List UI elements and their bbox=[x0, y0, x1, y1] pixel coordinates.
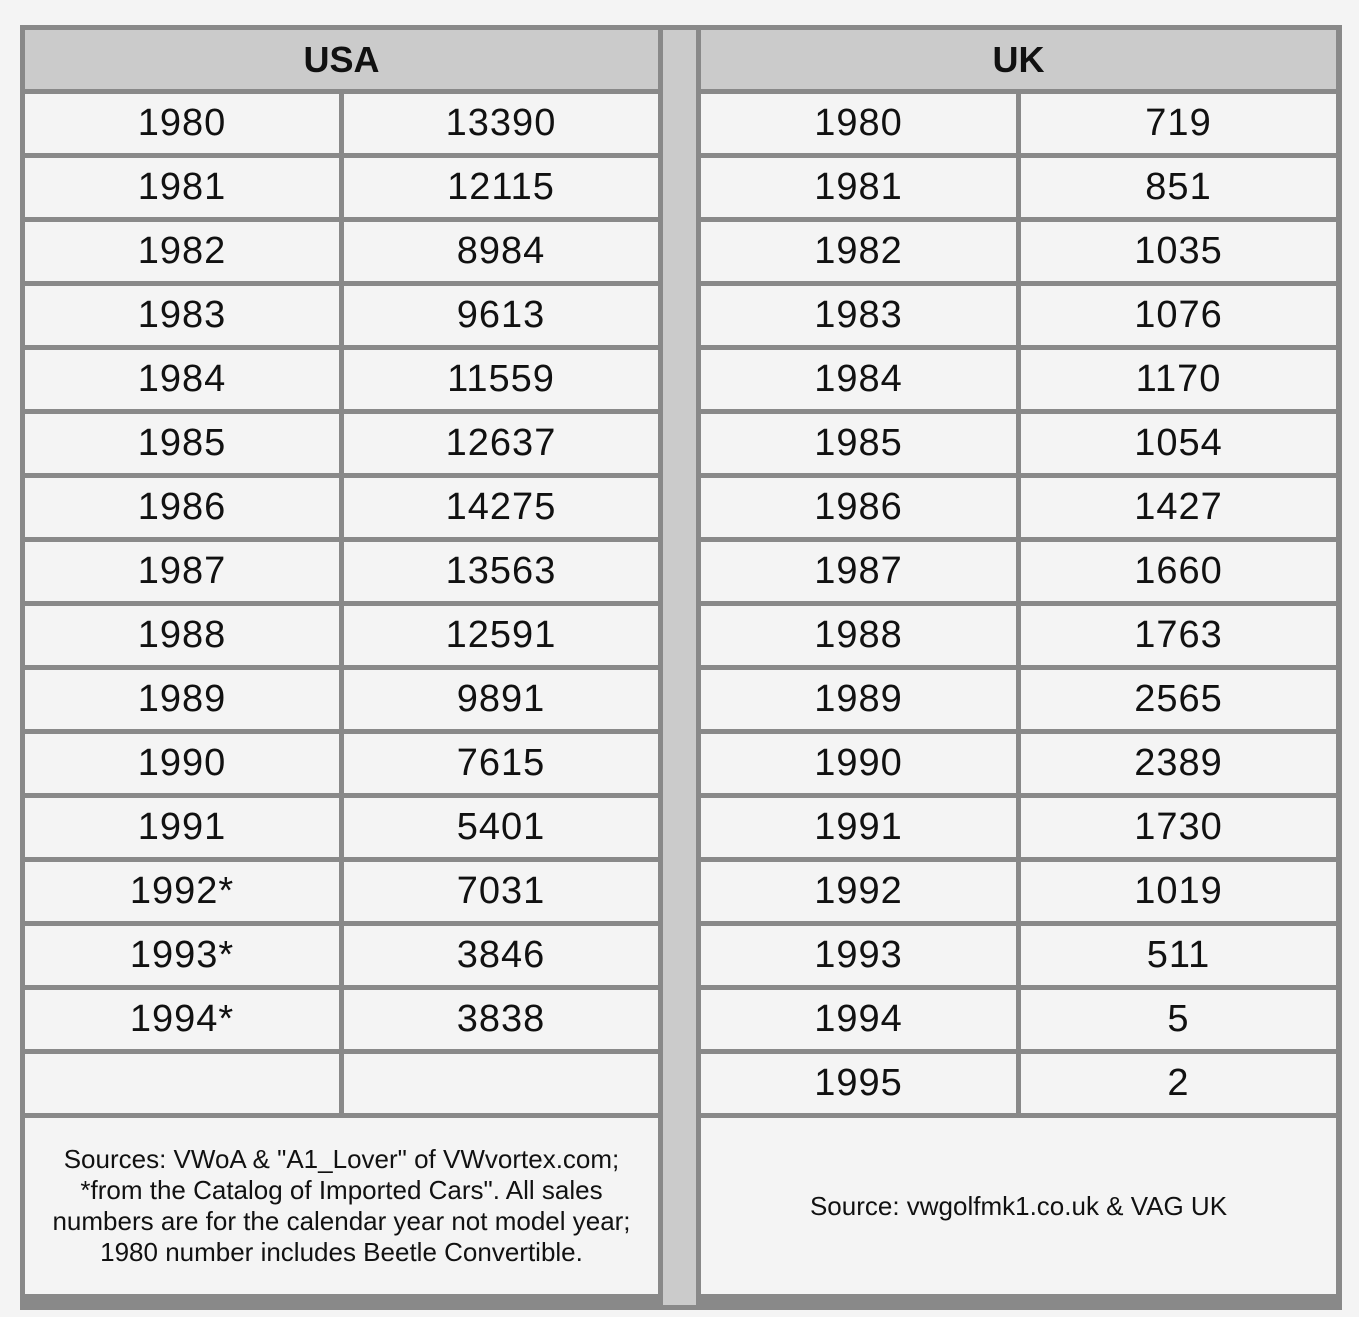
year-cell: 1983 bbox=[25, 286, 339, 345]
table-row bbox=[701, 670, 1336, 729]
sales-cell: 8984 bbox=[344, 222, 658, 281]
sales-cell: 851 bbox=[1021, 158, 1336, 217]
year-cell: 1993* bbox=[25, 926, 339, 985]
table-row bbox=[25, 862, 658, 921]
sales-cell: 1660 bbox=[1021, 542, 1336, 601]
sales-cell: 14275 bbox=[344, 478, 658, 537]
sales-cell: 1076 bbox=[1021, 286, 1336, 345]
sales-cell: 5401 bbox=[344, 798, 658, 857]
sales-cell: 7615 bbox=[344, 734, 658, 793]
sales-cell: 9891 bbox=[344, 670, 658, 729]
sales-cell: 511 bbox=[1021, 926, 1336, 985]
sales-cell: 1730 bbox=[1021, 798, 1336, 857]
table-row bbox=[25, 670, 658, 729]
table-row bbox=[25, 926, 658, 985]
table-row bbox=[701, 798, 1336, 857]
table-row bbox=[701, 990, 1336, 1049]
sales-cell: 1019 bbox=[1021, 862, 1336, 921]
year-cell: 1988 bbox=[701, 606, 1016, 665]
year-cell: 1991 bbox=[25, 798, 339, 857]
sales-cell: 9613 bbox=[344, 286, 658, 345]
table-row bbox=[701, 222, 1336, 281]
year-cell: 1986 bbox=[25, 478, 339, 537]
table-row bbox=[701, 862, 1336, 921]
usa-source-note: Sources: VWoA & "A1_Lover" of VWvortex.com; *from the Catalog of Imported Cars". All sales numbers are for the calendar year not model year; 1980 number includes Beetle Convertible. bbox=[25, 1118, 658, 1294]
sales-cell: 3838 bbox=[344, 990, 658, 1049]
table-row bbox=[25, 1054, 658, 1113]
table-row bbox=[25, 350, 658, 409]
year-cell: 1989 bbox=[25, 670, 339, 729]
table-row bbox=[701, 926, 1336, 985]
sales-cell: 13390 bbox=[344, 94, 658, 153]
usa-rows bbox=[25, 94, 658, 1113]
year-cell: 1992 bbox=[701, 862, 1016, 921]
usa-panel bbox=[25, 30, 658, 1294]
year-cell: 1985 bbox=[701, 414, 1016, 473]
table-row bbox=[701, 158, 1336, 217]
table-row bbox=[701, 350, 1336, 409]
table-row bbox=[701, 94, 1336, 153]
usa-header: USA bbox=[25, 30, 658, 89]
sales-cell bbox=[344, 1054, 658, 1113]
table-row bbox=[25, 94, 658, 153]
year-cell: 1981 bbox=[25, 158, 339, 217]
year-cell: 1995 bbox=[701, 1054, 1016, 1113]
sales-table bbox=[20, 25, 1342, 1310]
year-cell: 1987 bbox=[25, 542, 339, 601]
year-cell: 1992* bbox=[25, 862, 339, 921]
table-row bbox=[25, 286, 658, 345]
sales-cell: 3846 bbox=[344, 926, 658, 985]
sales-cell: 5 bbox=[1021, 990, 1336, 1049]
sales-cell: 12591 bbox=[344, 606, 658, 665]
sales-cell: 1054 bbox=[1021, 414, 1336, 473]
year-cell: 1983 bbox=[701, 286, 1016, 345]
table-row bbox=[25, 478, 658, 537]
year-cell: 1981 bbox=[701, 158, 1016, 217]
sales-cell: 2389 bbox=[1021, 734, 1336, 793]
year-cell: 1982 bbox=[701, 222, 1016, 281]
table-row bbox=[25, 414, 658, 473]
sales-cell: 1763 bbox=[1021, 606, 1336, 665]
sales-cell: 1170 bbox=[1021, 350, 1336, 409]
year-cell: 1993 bbox=[701, 926, 1016, 985]
table-row bbox=[25, 222, 658, 281]
table-row bbox=[701, 286, 1336, 345]
year-cell: 1994* bbox=[25, 990, 339, 1049]
year-cell: 1990 bbox=[25, 734, 339, 793]
table-row bbox=[701, 478, 1336, 537]
year-cell: 1994 bbox=[701, 990, 1016, 1049]
table-row bbox=[701, 606, 1336, 665]
sales-cell: 12115 bbox=[344, 158, 658, 217]
year-cell bbox=[25, 1054, 339, 1113]
table-row bbox=[701, 414, 1336, 473]
year-cell: 1980 bbox=[701, 94, 1016, 153]
sales-cell: 2565 bbox=[1021, 670, 1336, 729]
year-cell: 1990 bbox=[701, 734, 1016, 793]
table-row bbox=[25, 798, 658, 857]
year-cell: 1986 bbox=[701, 478, 1016, 537]
year-cell: 1989 bbox=[701, 670, 1016, 729]
year-cell: 1985 bbox=[25, 414, 339, 473]
sales-cell: 13563 bbox=[344, 542, 658, 601]
year-cell: 1984 bbox=[25, 350, 339, 409]
table-row bbox=[701, 734, 1336, 793]
uk-panel bbox=[701, 30, 1336, 1294]
sales-cell: 1035 bbox=[1021, 222, 1336, 281]
year-cell: 1980 bbox=[25, 94, 339, 153]
year-cell: 1987 bbox=[701, 542, 1016, 601]
year-cell: 1984 bbox=[701, 350, 1016, 409]
table-row bbox=[25, 158, 658, 217]
uk-header: UK bbox=[701, 30, 1336, 89]
table-row bbox=[25, 990, 658, 1049]
column-separator bbox=[663, 30, 696, 1305]
sales-cell: 11559 bbox=[344, 350, 658, 409]
uk-source-note: Source: vwgolfmk1.co.uk & VAG UK bbox=[701, 1118, 1336, 1294]
table-row bbox=[701, 1054, 1336, 1113]
sales-cell: 2 bbox=[1021, 1054, 1336, 1113]
table-row bbox=[25, 734, 658, 793]
uk-rows bbox=[701, 94, 1336, 1113]
sales-cell: 7031 bbox=[344, 862, 658, 921]
table-row bbox=[701, 542, 1336, 601]
year-cell: 1991 bbox=[701, 798, 1016, 857]
sales-cell: 12637 bbox=[344, 414, 658, 473]
table-row bbox=[25, 542, 658, 601]
year-cell: 1982 bbox=[25, 222, 339, 281]
year-cell: 1988 bbox=[25, 606, 339, 665]
table-row bbox=[25, 606, 658, 665]
sales-cell: 1427 bbox=[1021, 478, 1336, 537]
sales-cell: 719 bbox=[1021, 94, 1336, 153]
